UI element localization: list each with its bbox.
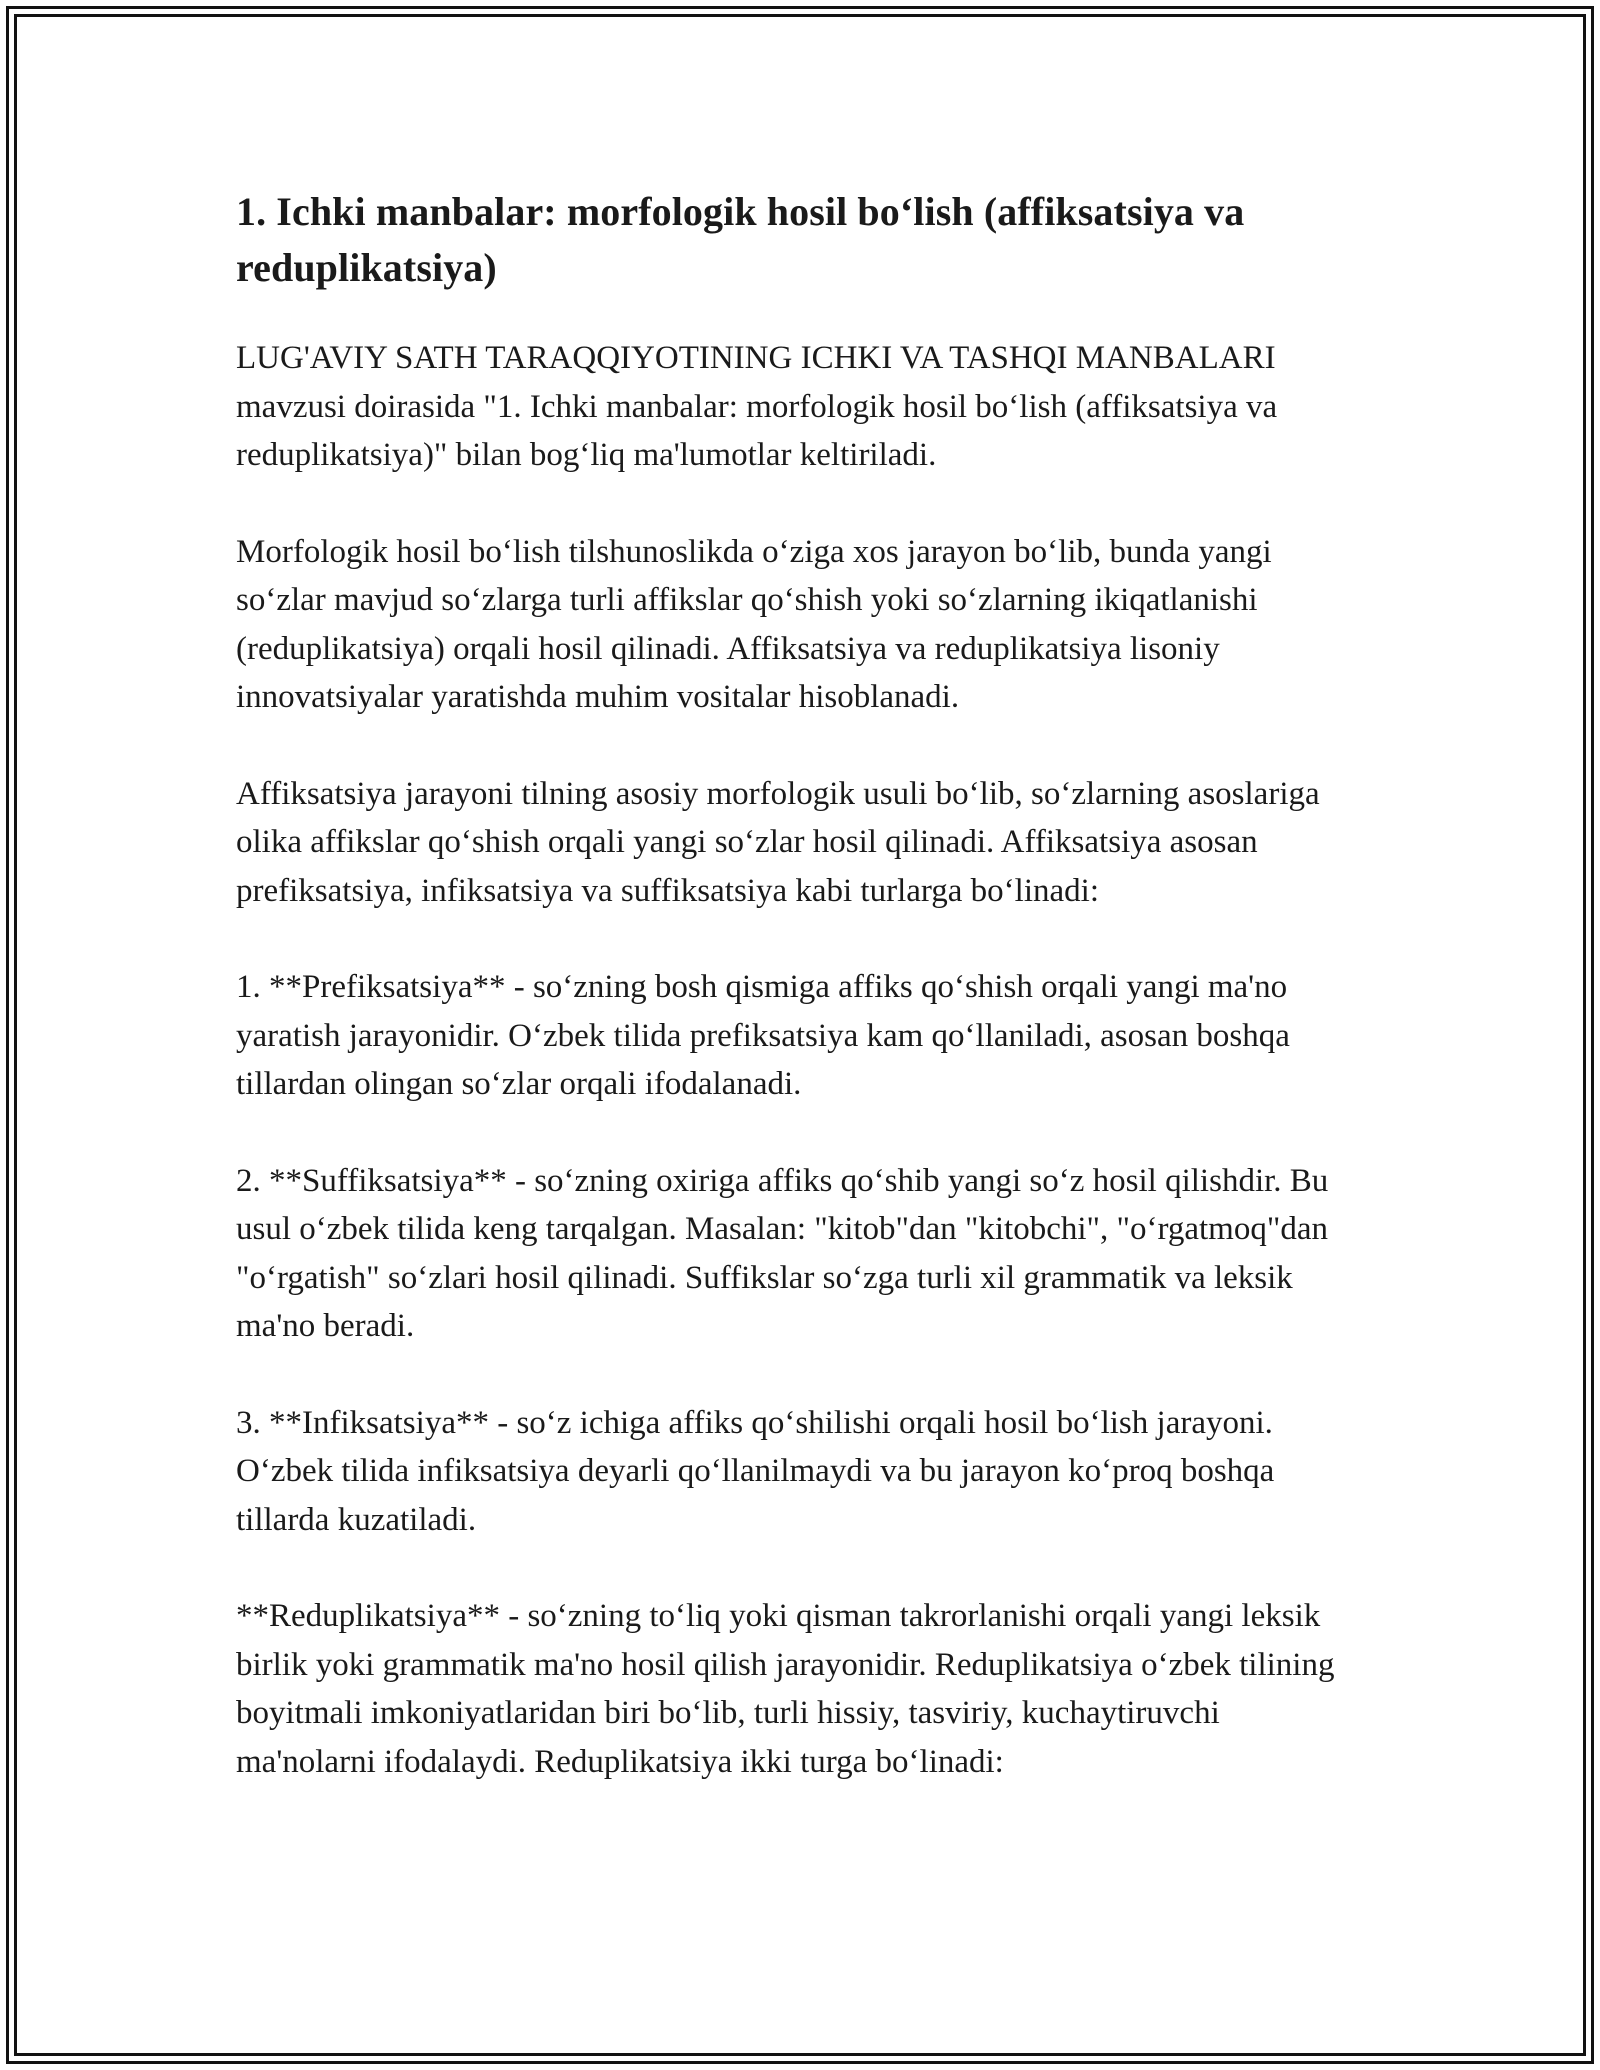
section-heading: 1. Ichki manbalar: morfologik hosil bo‘lish (affiksatsiya va reduplikatsiya) (236, 189, 1245, 290)
intro-paragraph: LUG'AVIY SATH TARAQQIYOTINING ICHKI VA TASHQI MANBALARI mavzusi doirasida "1. Ichki manbalar: morfologik hosil bo‘lish (affiksatsiya va reduplikatsiya)" bilan bog‘liq ma'lumotlar keltiriladi. (236, 340, 1278, 473)
morphology-paragraph: Morfologik hosil bo‘lish tilshunoslikda o‘ziga xos jarayon bo‘lib, bunda yangi so‘zlar mavjud so‘zlarga turli affikslar qo‘shish yoki so‘zlarning ikiqatlanishi (reduplikatsiya) orqali hosil qilinadi. Affiksatsiya va reduplikatsiya lisoniy innovatsiyalar yaratishda muhim vositalar hisoblanadi. (236, 533, 1272, 715)
document-body (236, 184, 1366, 1834)
suffixation-paragraph: 2. **Suffiksatsiya** - so‘zning oxiriga affiks qo‘shib yangi so‘z hosil qilishdir. Bu usul o‘zbek tilida keng tarqalgan. Masalan: "kitob"dan "kitobchi", "o‘rgatmoq"dan "o‘rgatish" so‘zlari hosil qilinadi. Suffikslar so‘zga turli xil grammatik va leksik ma'no beradi. (236, 1162, 1329, 1344)
reduplication-paragraph: **Reduplikatsiya** - so‘zning to‘liq yoki qisman takrorlanishi orqali yangi leksik birlik yoki grammatik ma'no hosil qilish jarayonidir. Reduplikatsiya o‘zbek tilining boyitmali imkoniyatlaridan biri bo‘lib, turli hissiy, tasviriy, kuchaytiruvchi ma'nolarni ifodalaydi. Reduplikatsiya ikki turga bo‘linadi: (236, 1598, 1335, 1780)
infixation-paragraph: 3. **Infiksatsiya** - so‘z ichiga affiks qo‘shilishi orqali hosil bo‘lish jarayoni. O‘zbek tilida infiksatsiya deyarli qo‘llanilmaydi va bu jarayon ko‘proq boshqa tillarda kuzatiladi. (236, 1404, 1275, 1538)
affixation-paragraph: Affiksatsiya jarayoni tilning asosiy morfologik usuli bo‘lib, so‘zlarning asoslariga olika affikslar qo‘shish orqali yangi so‘zlar hosil qilinadi. Affiksatsiya asosan prefiksatsiya, infiksatsiya va suffiksatsiya kabi turlarga bo‘linadi: (236, 775, 1320, 909)
prefixation-paragraph: 1. **Prefiksatsiya** - so‘zning bosh qismiga affiks qo‘shish orqali yangi ma'no yaratish jarayonidir. O‘zbek tilida prefiksatsiya kam qo‘llaniladi, asosan boshqa tillardan olingan so‘zlar orqali ifodalanadi. (236, 969, 1290, 1102)
